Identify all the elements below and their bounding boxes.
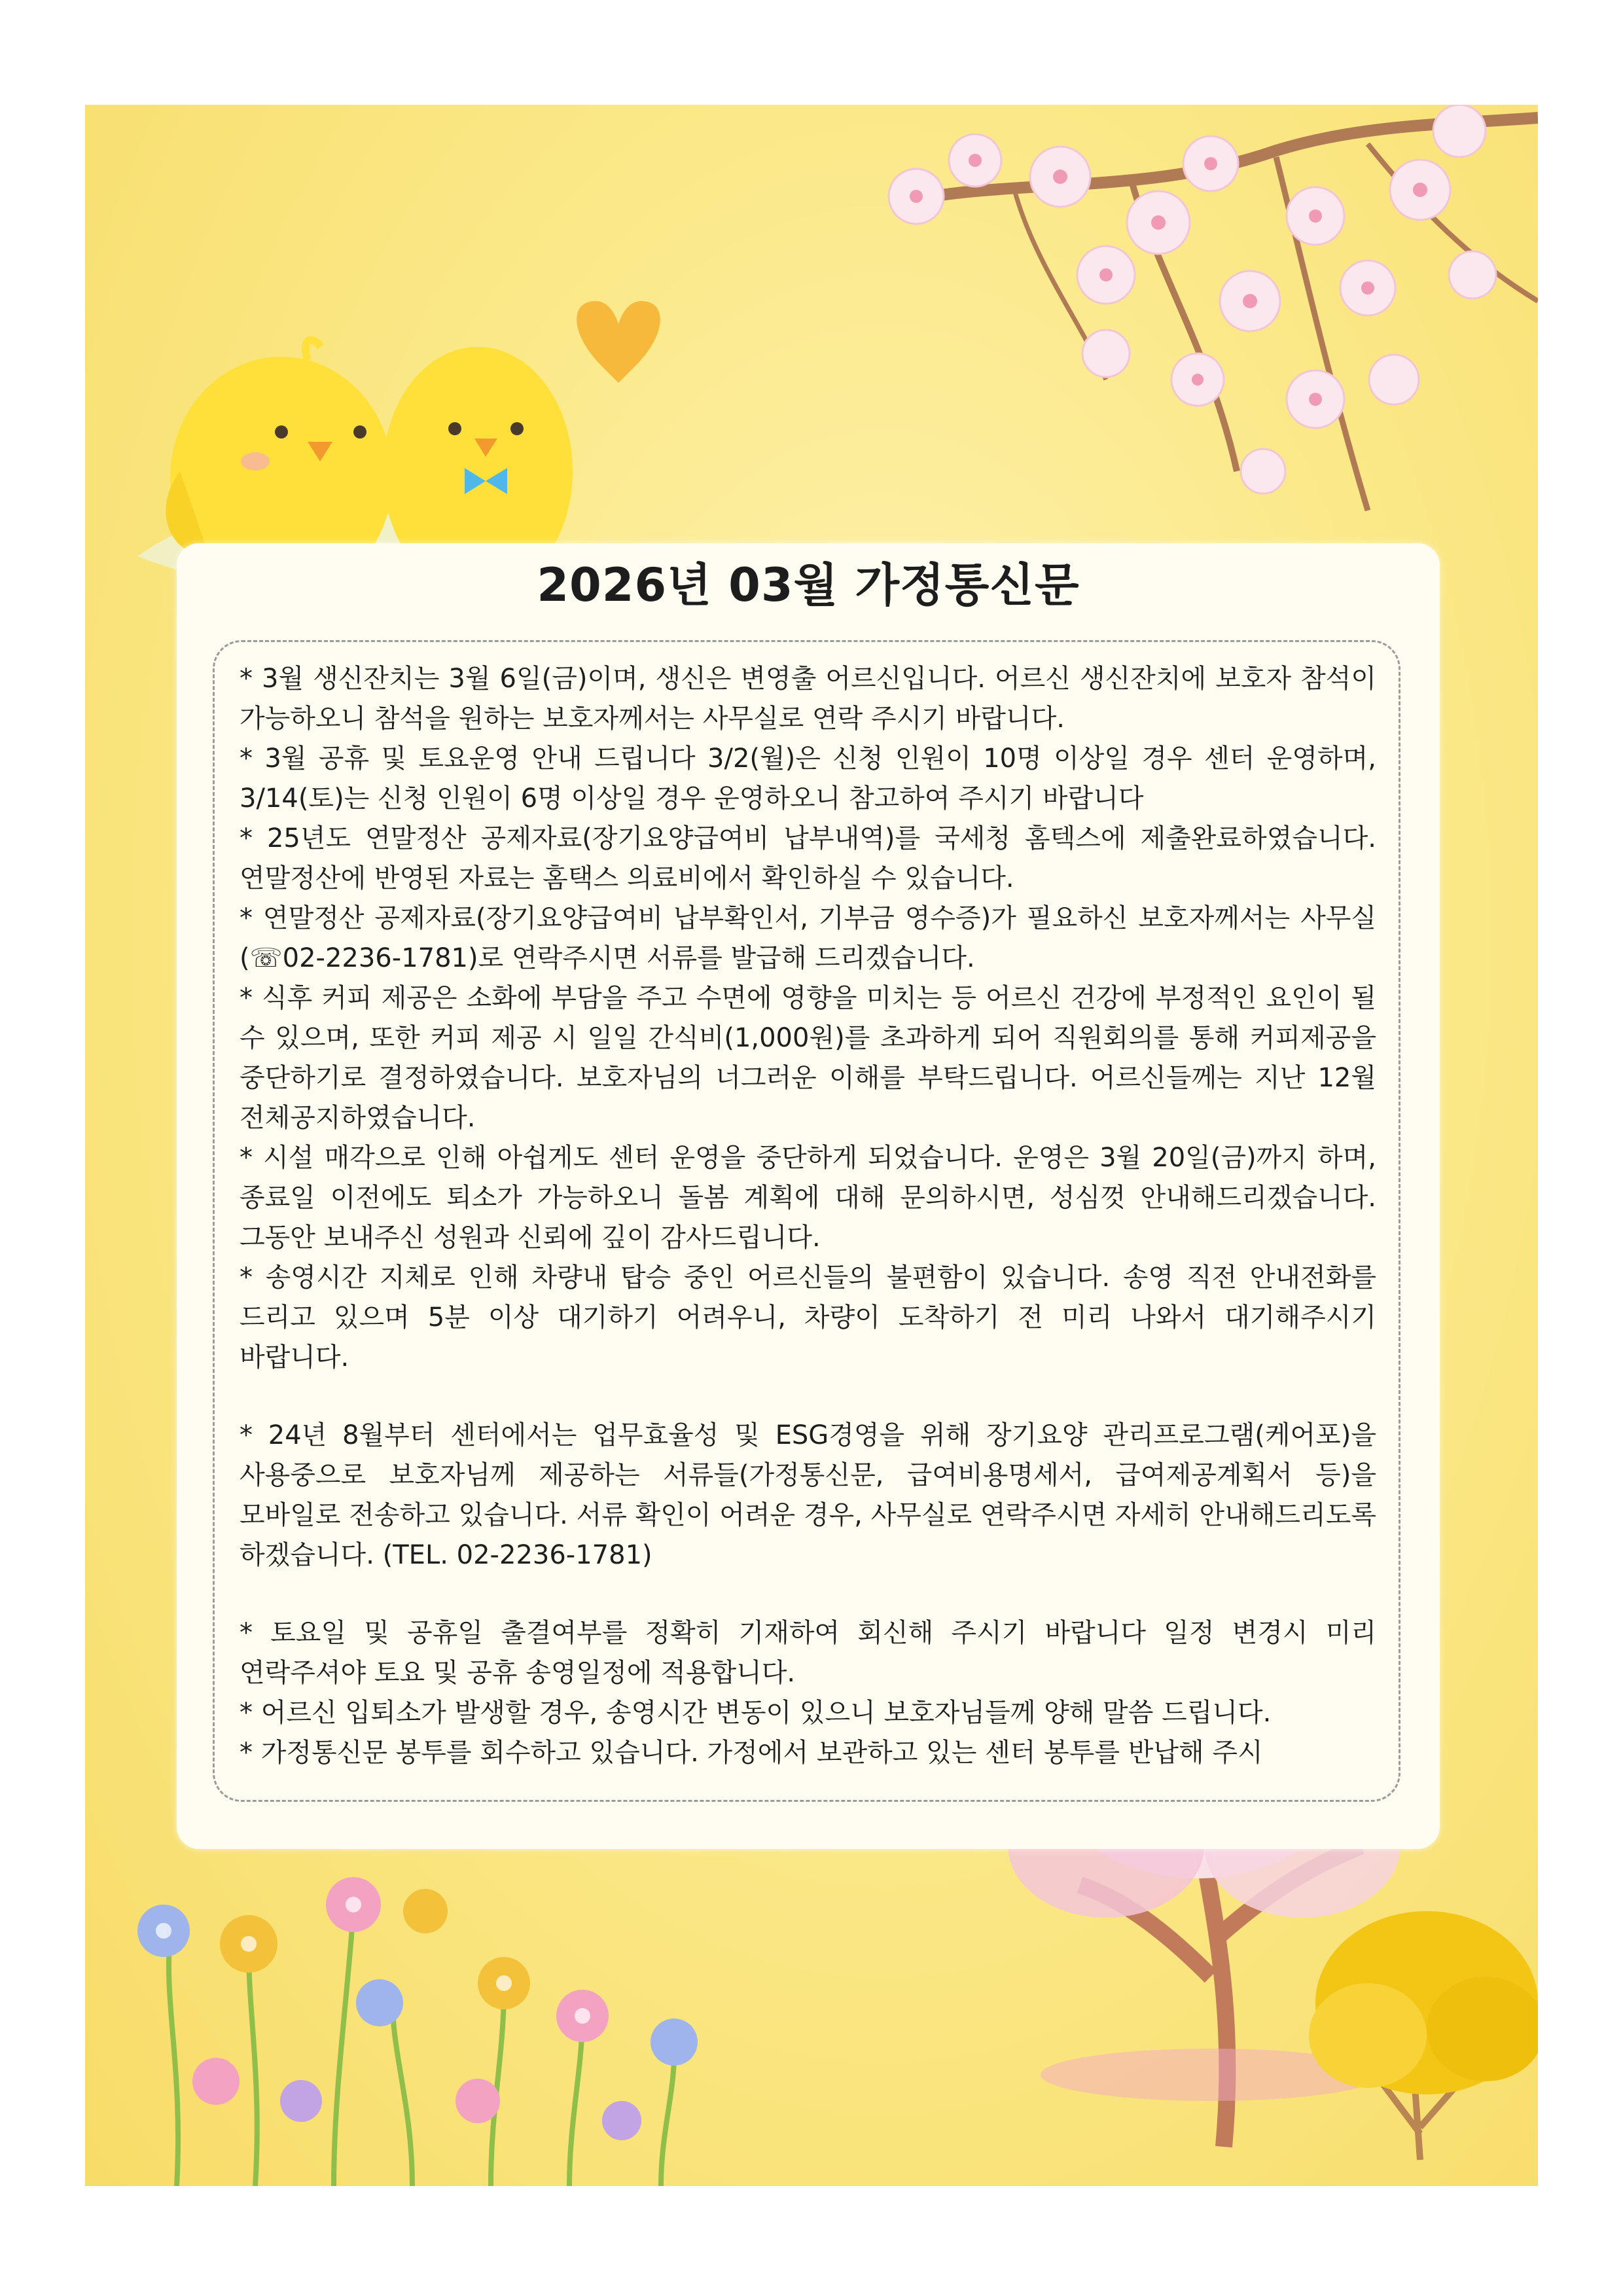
content-card: [177, 543, 1440, 1849]
notice-item: * 연말정산 공제자료(장기요양급여비 납부확인서, 기부금 영수증)가 필요하신 보호자께서는 사무실(☏02-2236-1781)로 연락주시면 서류를 발급해 드리겠습니다.: [240, 903, 1376, 973]
notice-item: * 25년도 연말정산 공제자료(장기요양급여비 납부내역)를 국세청 홈텍스에 제출완료하였습니다. 연말정산에 반영된 자료는 홈택스 의료비에서 확인하실 수 있습니다.: [240, 823, 1376, 893]
notice-item: * 24년 8월부터 센터에서는 업무효율성 및 ESG경영을 위해 장기요양 관리프로그램(케어포)을 사용중으로 보호자님께 제공하는 서류들(가정통신문, 급여비용명세서, 급여제공계획서 등)을 모바일로 전송하고 있습니다. 서류 확인이 어려운 경우, 사무실로 연락주시면 자세히 안내해드리도록 하겠습니다. (TEL. 02-2236-1781): [240, 1420, 1376, 1570]
notice-item: * 시설 매각으로 인해 아쉽게도 센터 운영을 중단하게 되었습니다. 운영은 3월 20일(금)까지 하며, 종료일 이전에도 퇴소가 가능하오니 돌봄 계획에 대해 문의하시면, 성심껏 안내해드리겠습니다. 그동안 보내주신 성원과 신뢰에 깊이 감사드립니다.: [240, 1143, 1376, 1253]
spring-flowers: [137, 1877, 698, 2186]
notice-item: * 토요일 및 공휴일 출결여부를 정확히 기재하여 회신해 주시기 바랍니다 일정 변경시 미리 연락주셔야 토요 및 공휴 송영일정에 적용합니다.: [240, 1618, 1376, 1688]
page-title: 2026년 03월 가정통신문: [537, 558, 1080, 612]
newsletter-page: [85, 105, 1538, 2186]
notice-item: * 가정통신문 봉투를 회수하고 있습니다. 가정에서 보관하고 있는 센터 봉투를 반납해 주시: [240, 1738, 1263, 1768]
heart-icon: [577, 301, 660, 383]
spacer: [240, 1575, 1376, 1613]
spacer: [240, 1378, 1376, 1416]
notice-item: * 송영시간 지체로 인해 차량내 탑승 중인 어르신들의 불편함이 있습니다. 송영 직전 안내전화를 드리고 있으며 5분 이상 대기하기 어려우니, 차량이 도착하기 전 미리 나와서 대기해주시기 바랍니다.: [240, 1263, 1376, 1372]
notice-item: * 식후 커피 제공은 소화에 부담을 주고 수면에 영향을 미치는 등 어르신 건강에 부정적인 요인이 될 수 있으며, 또한 커피 제공 시 일일 간식비(1,000원)를 초과하게 되어 직원회의를 통해 커피제공을 중단하기로 결정하였습니다. 보호자님의 너그러운 이해를 부탁드립니다. 어르신들께는 지난 12월 전체공지하였습니다.: [240, 983, 1376, 1133]
cherry-blossom-branch: [889, 105, 1538, 511]
notice-item: * 3월 생신잔치는 3월 6일(금)이며, 생신은 변영출 어르신입니다. 어르신 생신잔치에 보호자 참석이 가능하오니 참석을 원하는 보호자께서는 사무실로 연락 주시기 바랍니다.: [240, 664, 1376, 734]
notice-box: [213, 640, 1400, 1802]
notice-item: * 어르신 입퇴소가 발생할 경우, 송영시간 변동이 있으니 보호자님들께 양해 말씀 드립니다.: [240, 1698, 1272, 1728]
yellow-bush: [1309, 1911, 1538, 2160]
notice-item: * 3월 공휴 및 토요운영 안내 드립니다 3/2(월)은 신청 인원이 10명 이상일 경우 센터 운영하며, 3/14(토)는 신청 인원이 6명 이상일 경우 운영하오니 참고하여 주시기 바랍니다: [240, 744, 1376, 814]
